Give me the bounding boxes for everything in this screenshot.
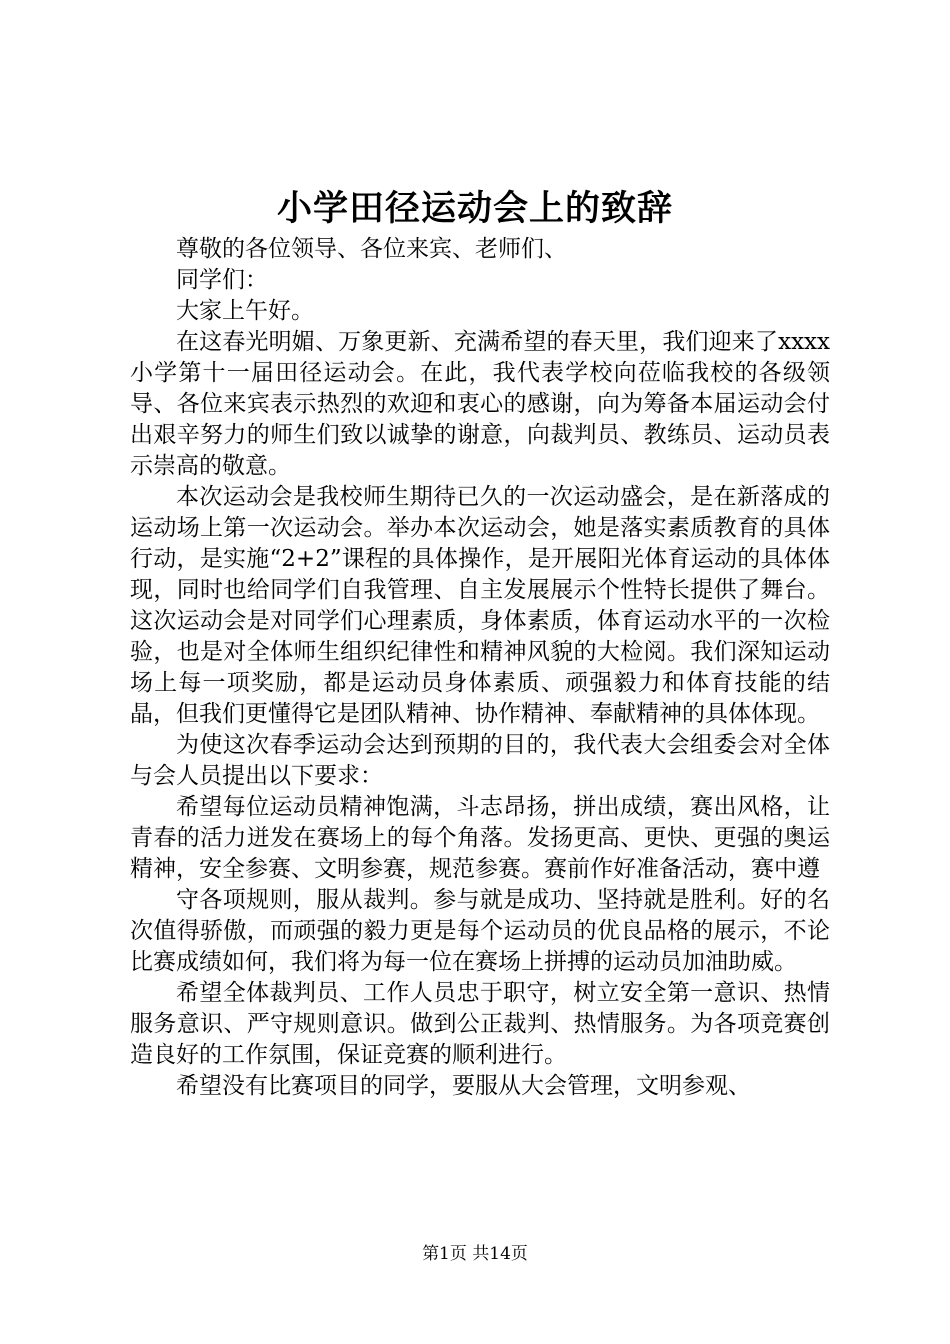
paragraph-requirements-intro: 为使这次春季运动会达到预期的目的，我代表大会组委会对全体与会人员提出以下要求： — [130, 732, 830, 789]
paragraph-greeting: 大家上午好。 — [176, 298, 314, 324]
paragraph-spectators: 希望没有比赛项目的同学，要服从大会管理，文明参观、 — [176, 1073, 751, 1099]
document-title: 小学田径运动会上的致辞 — [276, 188, 673, 229]
paragraph-salutation-students: 同学们： — [176, 267, 268, 293]
page-number-footer: 第1页 共14页 — [422, 1244, 528, 1264]
paragraph-welcome: 在这春光明媚、万象更新、充满希望的春天里，我们迎来了xxxx小学第十一届田径运动会。在此，我代表学校向莅临我校的各级领导、各位来宾表示热烈的欢迎和衷心的感谢，向为筹备本届运动会付出艰辛努力的师生们致以诚挚的谢意，向裁判员、教练员、运动员表示崇高的敬意。 — [130, 329, 830, 479]
paragraph-salutation: 尊敬的各位领导、各位来宾、老师们、 — [176, 236, 567, 262]
paragraph-significance: 本次运动会是我校师生期待已久的一次运动盛会，是在新落成的运动场上第一次运动会。举办本次运动会，她是落实素质教育的具体行动，是实施“2+2”课程的具体操作，是开展阳光体育运动的具体体现，同时也给同学们自我管理、自主发展展示个性特长提供了舞台。这次运动会是对同学们心理素质，身体素质，体育运动水平的一次检验，也是对全体师生组织纪律性和精神风貌的大检阅。我们深知运动场上每一项奖励，都是运动员身体素质、顽强毅力和体育技能的结晶，但我们更懂得它是团队精神、协作精神、奉献精神的具体体现。 — [130, 484, 830, 727]
document-body — [130, 234, 830, 1102]
paragraph-athletes: 希望每位运动员精神饱满，斗志昂扬，拼出成绩，赛出风格，让青春的活力迸发在赛场上的每个角落。发扬更高、更快、更强的奥运精神，安全参赛、文明参赛，规范参赛。赛前作好准备活动，赛中遵 — [130, 794, 830, 882]
paragraph-referees: 希望全体裁判员、工作人员忠于职守，树立安全第一意识、热情服务意识、严守规则意识。做到公正裁判、热情服务。为各项竞赛创造良好的工作氛围，保证竞赛的顺利进行。 — [130, 980, 830, 1068]
paragraph-athletes-continued: 守各项规则，服从裁判。参与就是成功、坚持就是胜利。好的名次值得骄傲，而顽强的毅力更是每个运动员的优良品格的展示，不论比赛成绩如何，我们将为每一位在赛场上拼搏的运动员加油助威。 — [130, 887, 830, 975]
